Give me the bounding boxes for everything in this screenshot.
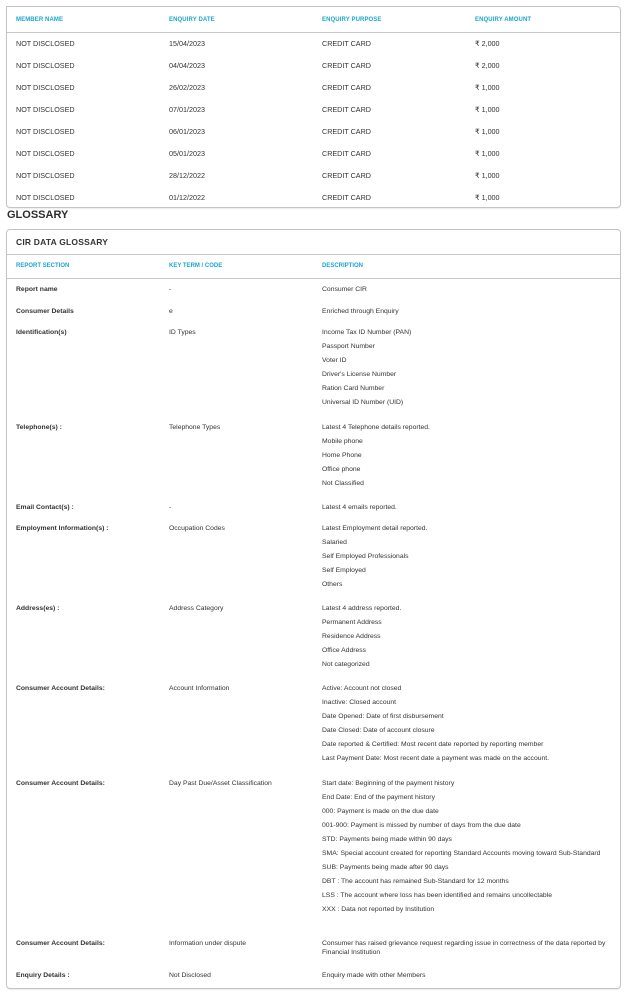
enquiry-purpose-cell: CREDIT CARD — [322, 192, 371, 202]
table-row — [7, 99, 620, 121]
glossary-row — [7, 972, 620, 994]
enquiry-purpose-cell: CREDIT CARD — [322, 127, 371, 136]
description-line: LSS : The account where loss has been identified and remains uncollectable — [322, 892, 552, 899]
description-line: End Date: End of the payment history — [322, 794, 435, 801]
description-line: Universal ID Number (UID) — [322, 399, 404, 406]
enquiry-purpose-cell: CREDIT CARD — [322, 39, 371, 49]
description-line: Others — [322, 581, 343, 588]
glossary-table-header — [7, 255, 620, 279]
report-section-cell: Consumer Account Details: — [16, 780, 105, 787]
description-cell — [322, 525, 612, 595]
report-section-cell: Enquiry Details : — [16, 972, 70, 979]
glossary-row — [7, 329, 620, 424]
glossary-table — [6, 229, 621, 989]
glossary-card-title-bar — [7, 230, 620, 255]
description-cell — [322, 940, 612, 963]
description-line: Driver's License Number — [322, 371, 397, 378]
report-section-cell: Consumer Account Details: — [16, 685, 105, 692]
member-name-cell: NOT DISCLOSED — [16, 83, 75, 93]
glossary-heading: GLOSSARY — [7, 209, 69, 221]
key-term-cell: Information under dispute — [169, 940, 247, 947]
column-header-member-name: MEMBER NAME — [16, 16, 64, 23]
enquiry-date-cell: 07/01/2023 — [169, 105, 205, 115]
key-term-cell: Address Category — [169, 605, 224, 612]
description-line: Mobile phone — [322, 438, 363, 445]
description-line: Passport Number — [322, 343, 375, 350]
description-line: SMA: Special account created for reporting Standard Accounts moving toward Sub-Standard — [322, 850, 601, 857]
description-line: Self Employed — [322, 567, 366, 574]
report-section-cell: Consumer Account Details: — [16, 940, 105, 947]
description-cell — [322, 424, 612, 494]
column-header-description: DESCRIPTION — [322, 263, 364, 269]
description-cell — [322, 605, 612, 675]
enquiry-purpose-cell: CREDIT CARD — [322, 61, 371, 71]
description-line: Voter ID — [322, 357, 347, 364]
enquiry-amount-cell: ₹ 1,000 — [475, 192, 500, 202]
description-line: Consumer has raised grievance request regarding issue in correctness of the data reported by Financial Institution — [322, 940, 606, 956]
column-header-enquiry-purpose: ENQUIRY PURPOSE — [322, 16, 382, 23]
description-line: Last Payment Date: Most recent date a payment was made on the account. — [322, 755, 550, 762]
glossary-row — [7, 424, 620, 504]
description-line: Latest 4 Telephone details reported. — [322, 424, 430, 431]
description-line: Date reported & Certified: Most recent date reported by reporting member — [322, 741, 544, 748]
description-line: XXX : Data not reported by Institution — [322, 906, 435, 913]
enquiry-purpose-cell: CREDIT CARD — [322, 105, 371, 115]
description-line: Date Opened: Date of first disbursement — [322, 713, 444, 720]
glossary-row — [7, 605, 620, 685]
description-line: Office Address — [322, 647, 367, 654]
key-term-cell: Occupation Codes — [169, 525, 225, 532]
glossary-row — [7, 685, 620, 780]
enquiry-date-cell: 01/12/2022 — [169, 192, 205, 202]
enquiry-date-cell: 06/01/2023 — [169, 127, 205, 136]
member-name-cell: NOT DISCLOSED — [16, 127, 75, 136]
description-line: Latest 4 emails reported. — [322, 504, 397, 511]
table-row — [7, 121, 620, 143]
column-header-key-term: KEY TERM / CODE — [169, 263, 223, 269]
glossary-row — [7, 286, 620, 308]
description-line: DBT : The account has remained Sub-Standard for 12 months — [322, 878, 509, 885]
description-line: Start date: Beginning of the payment history — [322, 780, 455, 787]
description-line: Latest 4 address reported. — [322, 605, 402, 612]
description-line: Office phone — [322, 466, 361, 473]
description-cell — [322, 780, 612, 920]
enquiry-table-body — [7, 33, 620, 208]
table-row — [7, 33, 620, 55]
report-section-cell: Consumer Details — [16, 308, 74, 315]
enquiry-table — [6, 6, 621, 208]
report-section-cell: Address(es) : — [16, 605, 60, 612]
enquiry-date-cell: 05/01/2023 — [169, 148, 205, 158]
description-line: Ration Card Number — [322, 385, 385, 392]
description-cell — [322, 685, 612, 769]
description-cell — [322, 308, 612, 322]
description-line: Consumer CIR — [322, 286, 367, 293]
description-line: Not Classified — [322, 480, 364, 487]
description-line: Active: Account not closed — [322, 685, 402, 692]
report-section-cell: Identification(s) — [16, 329, 67, 336]
description-line: 000: Payment is made on the due date — [322, 808, 439, 815]
enquiry-amount-cell: ₹ 1,000 — [475, 170, 500, 180]
report-section-cell: Report name — [16, 286, 58, 293]
description-line: Inactive: Closed account — [322, 699, 397, 706]
enquiry-date-cell: 15/04/2023 — [169, 39, 205, 49]
glossary-row — [7, 308, 620, 329]
member-name-cell: NOT DISCLOSED — [16, 39, 75, 49]
enquiry-amount-cell: ₹ 1,000 — [475, 105, 500, 115]
description-line: STD: Payments being made within 90 days — [322, 836, 452, 843]
description-cell — [322, 504, 612, 518]
report-section-cell: Telephone(s) : — [16, 424, 62, 431]
table-row — [7, 164, 620, 186]
description-line: Enquiry made with other Members — [322, 972, 426, 979]
table-row — [7, 186, 620, 208]
description-line: Not categorized — [322, 661, 370, 668]
description-line: 001-900: Payment is missed by number of days from the due date — [322, 822, 521, 829]
description-cell — [322, 329, 612, 413]
member-name-cell: NOT DISCLOSED — [16, 105, 75, 115]
description-line: Permanent Address — [322, 619, 382, 626]
enquiry-date-cell: 28/12/2022 — [169, 170, 205, 180]
glossary-row — [7, 525, 620, 605]
glossary-row — [7, 780, 620, 940]
key-term-cell: Account Information — [169, 685, 230, 692]
enquiry-purpose-cell: CREDIT CARD — [322, 83, 371, 93]
column-header-enquiry-date: ENQUIRY DATE — [169, 16, 215, 23]
enquiry-amount-cell: ₹ 1,000 — [475, 83, 500, 93]
enquiry-amount-cell: ₹ 1,000 — [475, 127, 500, 136]
key-term-cell: Day Past Due/Asset Classification — [169, 780, 272, 787]
key-term-cell: - — [169, 504, 172, 511]
key-term-cell: - — [169, 286, 172, 293]
column-header-enquiry-amount: ENQUIRY AMOUNT — [475, 16, 532, 23]
report-section-cell: Employment Information(s) : — [16, 525, 109, 532]
member-name-cell: NOT DISCLOSED — [16, 192, 75, 202]
description-line: Residence Address — [322, 633, 381, 640]
table-row — [7, 55, 620, 77]
enquiry-purpose-cell: CREDIT CARD — [322, 170, 371, 180]
description-line: Date Closed: Date of account closure — [322, 727, 435, 734]
description-cell — [322, 972, 612, 986]
key-term-cell: Not Disclosed — [169, 972, 211, 979]
glossary-card-title: CIR DATA GLOSSARY — [16, 237, 109, 247]
enquiry-amount-cell: ₹ 2,000 — [475, 61, 500, 71]
description-line: Latest Employment detail reported. — [322, 525, 428, 532]
enquiry-date-cell: 26/02/2023 — [169, 83, 205, 93]
glossary-row — [7, 940, 620, 972]
key-term-cell: Telephone Types — [169, 424, 221, 431]
enquiry-table-header — [7, 7, 620, 33]
glossary-row — [7, 504, 620, 525]
table-row — [7, 142, 620, 164]
key-term-cell: e — [169, 308, 173, 315]
enquiry-amount-cell: ₹ 2,000 — [475, 39, 500, 49]
description-line: Home Phone — [322, 452, 362, 459]
table-row — [7, 77, 620, 99]
member-name-cell: NOT DISCLOSED — [16, 148, 75, 158]
enquiry-purpose-cell: CREDIT CARD — [322, 148, 371, 158]
description-line: Income Tax ID Number (PAN) — [322, 329, 412, 336]
enquiry-date-cell: 04/04/2023 — [169, 61, 205, 71]
enquiry-amount-cell: ₹ 1,000 — [475, 148, 500, 158]
report-section-cell: Email Contact(s) : — [16, 504, 74, 511]
key-term-cell: ID Types — [169, 329, 196, 336]
member-name-cell: NOT DISCLOSED — [16, 170, 75, 180]
description-line: Salaried — [322, 539, 347, 546]
member-name-cell: NOT DISCLOSED — [16, 61, 75, 71]
description-cell — [322, 286, 612, 300]
column-header-report-section: REPORT SECTION — [16, 263, 70, 269]
description-line: SUB: Payments being made after 90 days — [322, 864, 449, 871]
description-line: Self Employed Professionals — [322, 553, 409, 560]
description-line: Enriched through Enquiry — [322, 308, 399, 315]
